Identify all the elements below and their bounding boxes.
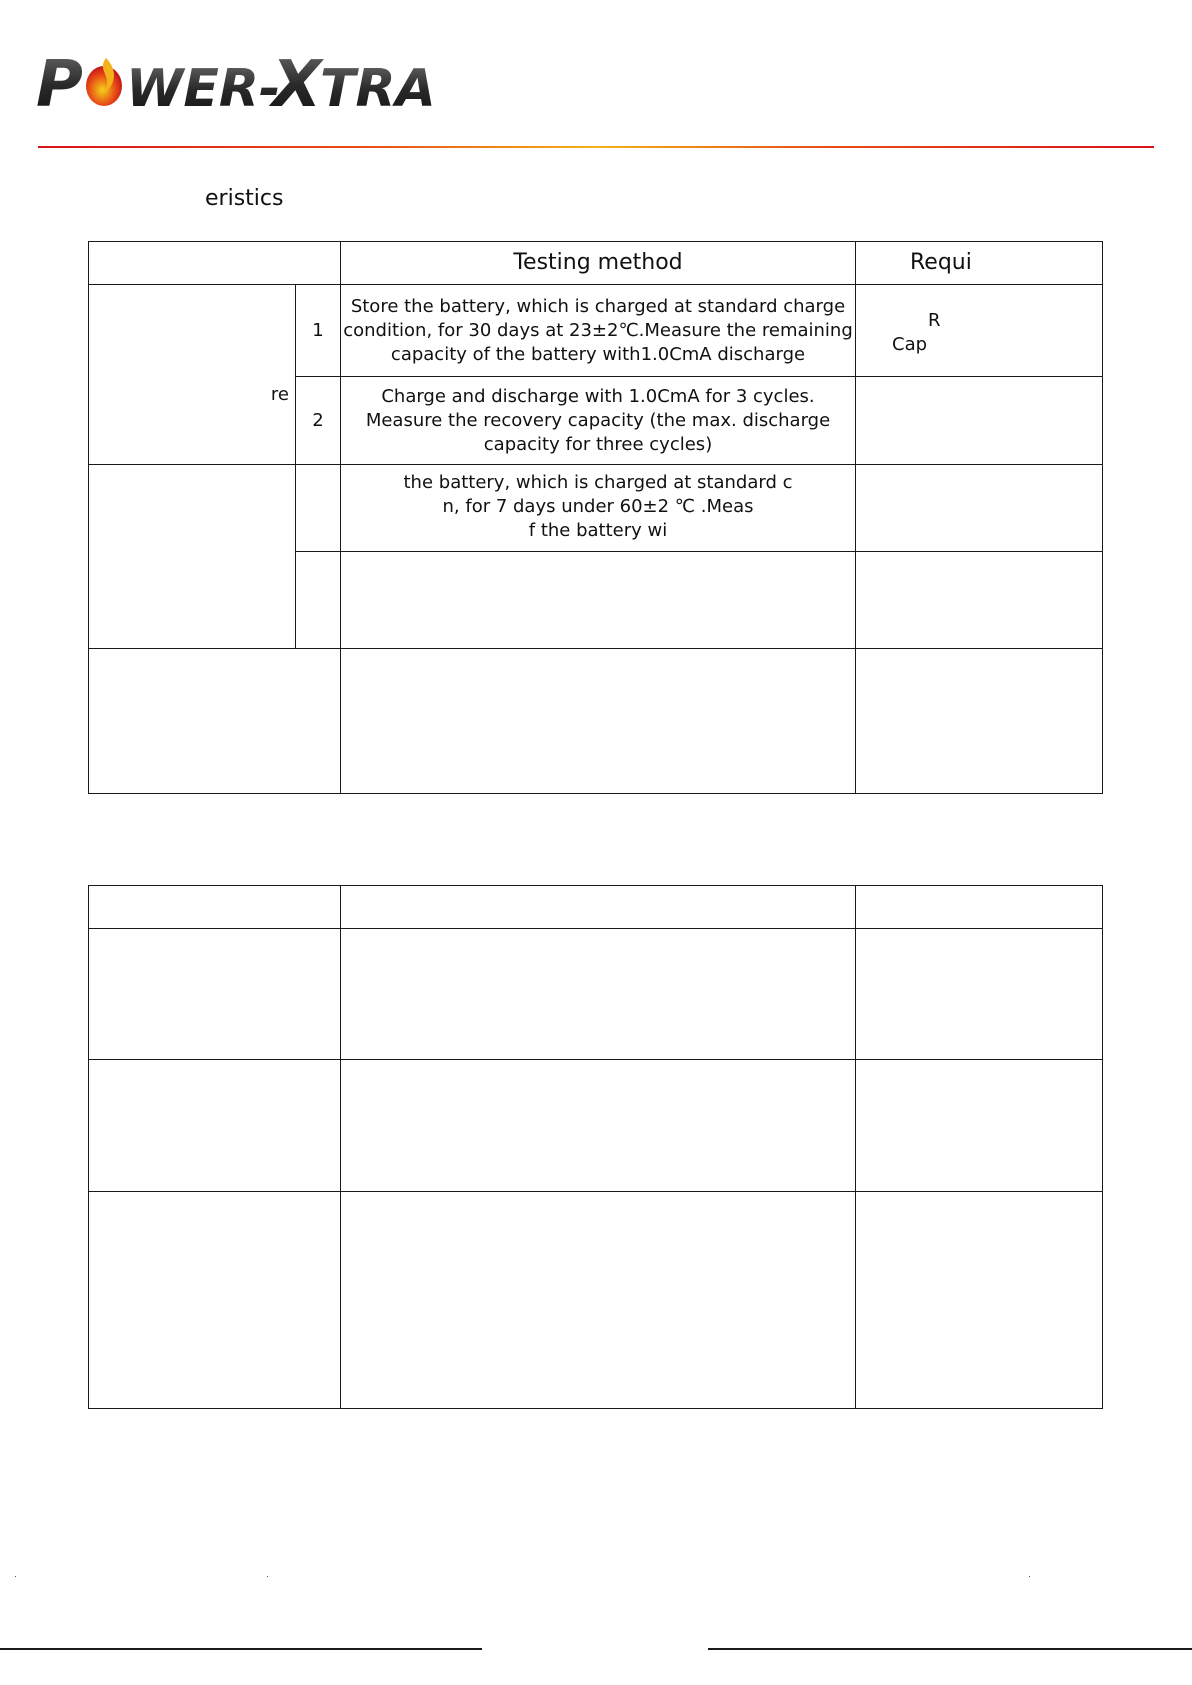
group2-label xyxy=(89,465,296,649)
t2-row2-method xyxy=(341,1060,856,1192)
t2-row3-requirement xyxy=(856,1192,1103,1409)
footer-mark xyxy=(15,1576,16,1577)
method-line: the battery, which is charged at standard c xyxy=(403,472,793,493)
svg-text:WER-: WER- xyxy=(126,59,281,119)
power-xtra-logo xyxy=(36,44,436,122)
t2-row1-requirement xyxy=(856,929,1103,1060)
group1-label: re xyxy=(89,285,296,465)
group2-row2-num xyxy=(296,552,341,649)
method-line: n, for 7 days under 60±2 ℃ .Meas xyxy=(442,496,754,517)
group1-row2-num: 2 xyxy=(296,377,341,465)
footer-mark xyxy=(267,1576,268,1577)
method-line: Charge and discharge with 1.0CmA for 3 cycles. xyxy=(381,385,815,407)
method-line: Store the battery, which is charged at standard charge xyxy=(350,295,846,317)
characteristics-table xyxy=(88,241,1103,794)
testing-method-header: Testing method xyxy=(341,242,856,285)
item-header xyxy=(89,242,341,285)
method-line: capacity of the battery with1.0CmA discharge xyxy=(390,343,806,365)
group2-row1-requirement xyxy=(856,465,1103,552)
method-line: f the battery wi xyxy=(528,520,668,541)
footer-rule-right xyxy=(708,1648,1192,1650)
t2-item-header xyxy=(89,886,341,929)
requirement-line: R xyxy=(928,310,941,331)
t2-requirement-header xyxy=(856,886,1103,929)
row3-item xyxy=(89,649,341,794)
t2-row3-item xyxy=(89,1192,341,1409)
second-table xyxy=(88,885,1103,1409)
group1-row1-num: 1 xyxy=(296,285,341,377)
row3-requirement xyxy=(856,649,1103,794)
group1-row2-requirement xyxy=(856,377,1103,465)
group2-row1-num xyxy=(296,465,341,552)
requirement-header: Requi xyxy=(856,242,1103,285)
svg-text:TRA: TRA xyxy=(320,59,436,119)
footer-rule-left xyxy=(0,1648,482,1650)
t2-row2-item xyxy=(89,1060,341,1192)
group1-row1-requirement xyxy=(856,285,1103,377)
method-line: capacity for three cycles) xyxy=(483,433,713,455)
t2-row1-method xyxy=(341,929,856,1060)
requirement-line: Cap xyxy=(892,334,928,355)
t2-row2-requirement xyxy=(856,1060,1103,1192)
t2-row3-method xyxy=(341,1192,856,1409)
header-rule xyxy=(38,146,1154,148)
group2-row2-requirement xyxy=(856,552,1103,649)
method-line: condition, for 30 days at 23±2℃.Measure the remaining xyxy=(343,319,853,341)
group2-row1-method xyxy=(341,465,856,552)
t2-method-header xyxy=(341,886,856,929)
group1-row2-method xyxy=(341,377,856,465)
group1-row1-method xyxy=(341,285,856,377)
row3-method xyxy=(341,649,856,794)
svg-text:X: X xyxy=(272,48,322,122)
t2-row1-item xyxy=(89,929,341,1060)
svg-text:P: P xyxy=(36,48,83,122)
method-line: Measure the recovery capacity (the max. discharge xyxy=(365,409,831,431)
footer-mark xyxy=(1029,1576,1030,1577)
group2-row2-method xyxy=(341,552,856,649)
section-title: eristics xyxy=(205,186,284,211)
